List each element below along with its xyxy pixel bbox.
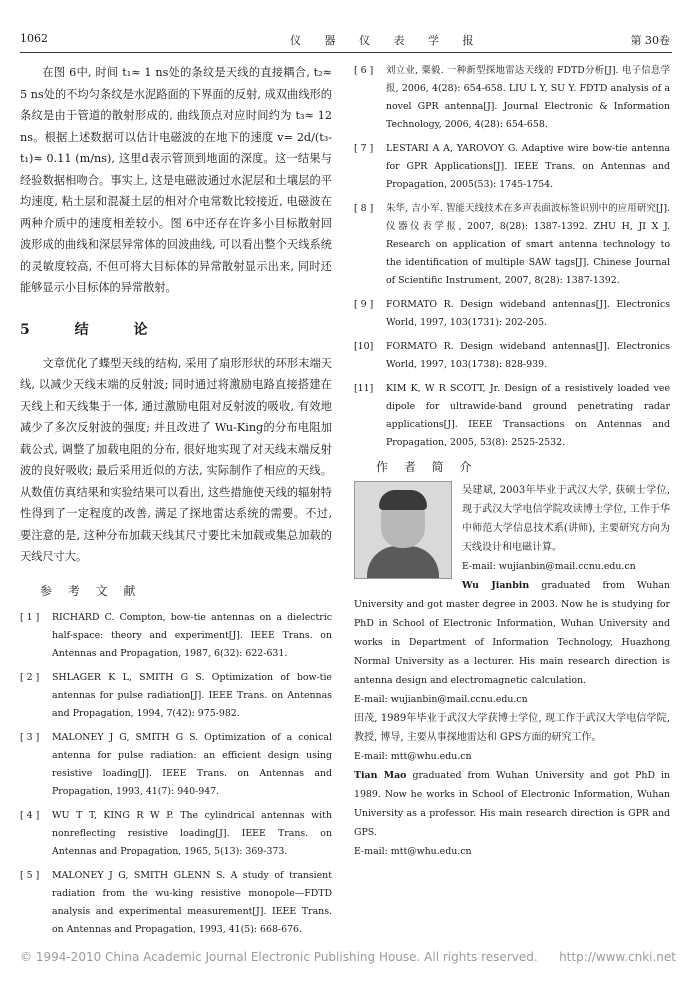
reference-item <box>20 807 332 861</box>
author-2-bio-cn: 田茂, 1989年毕业于武汉大学获博士学位, 现工作于武汉大学电信学院, 教授, 博导, 主要从事探地雷达和 GPS方面的研究工作。 <box>354 713 670 743</box>
reference-item <box>20 609 332 663</box>
author-2-email-en: E-mail: mtt@whu.edu.cn <box>354 846 472 857</box>
reference-text: SHLAGER K L, SMITH G S. Optimization of bow-tie antennas for pulse radiation[J]. IEEE Trans. on Antennas and Propagation, 1994, 7(42): 975-982. <box>52 671 332 719</box>
footer-link[interactable]: http://www.cnki.net <box>559 950 676 964</box>
reference-number: [ 8 ] <box>354 203 374 214</box>
reference-number: [ 5 ] <box>20 869 40 881</box>
reference-item <box>354 140 670 194</box>
page-header <box>20 32 670 48</box>
author-1-bio-en-text: graduated from Wuhan University and got master degree in 2003. Now he is studying for PhD in School of Electronic Information, Wuhan University and works in Department of Information Technology, Huazhong Normal University as a lecturer. His main research direction is antenna design and electromagnetic calculation. <box>354 580 670 686</box>
author-2-email-cn: E-mail: mtt@whu.edu.cn <box>354 751 472 762</box>
reference-item <box>354 200 670 290</box>
author-2-bio-en-text: graduated from Wuhan University and got PhD in 1989. Now he works in School of Electronic Information, Wuhan University as a professor. His main research direction is GPR and GPS. <box>354 770 670 838</box>
reference-number: [10] <box>354 341 374 352</box>
reference-number: [ 7 ] <box>354 143 374 154</box>
reference-item <box>20 867 332 939</box>
reference-text: FORMATO R. Design wideband antennas[J]. Electronics World, 1997, 103(1731): 202-205. <box>386 299 670 328</box>
reference-text: MALONEY J G, SMITH GLENN S. A study of transient radiation from the wu-king resistive monopole—FDTD analysis and experimental measurement[J]. IEEE Trans. on Antennas and Propagation, 1993, 41(5): 668-676. <box>52 869 332 935</box>
reference-item <box>354 296 670 332</box>
reference-text: KIM K, W R SCOTT, Jr. Design of a resistively loaded vee dipole for ultrawide-band ground penetrating radar applications[J]. IEEE Transactions on Antennas and Propagation, 2005, 53(8): 2525-2532. <box>386 383 670 448</box>
reference-item <box>354 62 670 134</box>
photo-body-shape <box>367 546 439 579</box>
reference-number: [ 9 ] <box>354 299 374 310</box>
reference-text: WU T T, KING R W P. The cylindrical antennas with nonreflecting resistive loading[J]. IEEE Trans. on Antennas and Propagation, 1965, 5(13): 369-373. <box>52 809 332 857</box>
left-column <box>20 62 332 945</box>
body-paragraph-1: 在图 6中, 时间 t₁≈ 1 ns处的条纹是天线的直接耦合, t₂≈ 5 ns处的不均匀条纹是水泥路面的下界面的反射, 成双曲线形的条纹是由于管道的散射形成的, 曲线顶点对应时间约为 t₃≈ 12 ns。根据上述数据可以估计电磁波的在地下的速度 v= 2d/(t₃- t₁)≈ 0.11 (m/ns), 这里d表示管顶到地面的深度。这一结果与经验数据相吻合。事实上, 这是电磁波通过水泥层和土壤层的平均速度, 粘土层和混凝土层的相对介电常数比较接近, 电磁波在两种介质中的速度相差较小。图 6中还存在许多小目标散射回波形成的曲线和深层异常体的回波曲线, 可以看出整个天线系统的灵敏度较高, 不但可将大目标体的异常散射显示出来, 同时还能够显示小目标体的异常散射。 <box>20 66 332 294</box>
reference-text: MALONEY J G, SMITH G S. Optimization of a conical antenna for pulse radiation: an efficient design using resistive loading[J]. IEEE Trans. on Antennas and Propagation, 1993, 41(7): 940-947. <box>52 731 332 797</box>
reference-number: [ 2 ] <box>20 671 40 683</box>
photo-hair-shape <box>379 490 427 510</box>
author-photo <box>354 481 452 579</box>
page-number: 1062 <box>20 32 48 45</box>
journal-title: 仪 器 仪 表 学 报 <box>290 34 484 47</box>
author-bio-1 <box>354 481 670 709</box>
author-1-bio-cn: 吴建斌, 2003年毕业于武汉大学, 获硕士学位, 现于武汉大学电信学院攻读博士学位, 工作于华中师范大学信息技术系(讲师), 主要研究方向为天线设计和电磁计算。 <box>462 485 670 553</box>
reference-text: LESTARI A A, YAROVOY G. Adaptive wire bow-tie antenna for GPR Applications[J]. IEEE Trans. on Antennas and Propagation, 2005(53): 1745-1754. <box>386 143 670 190</box>
reference-item <box>20 729 332 801</box>
section-title: 5 结 论 <box>20 321 168 338</box>
reference-item <box>20 669 332 723</box>
reference-text: RICHARD C. Compton, bow-tie antennas on a dielectric half-space: theory and experiment[J]. IEEE Trans. on Antennas and Propagation, 1987, 6(32): 622-631. <box>52 611 332 659</box>
reference-number: [11] <box>354 383 374 394</box>
copyright-footer <box>20 950 676 964</box>
author-bio-title: 作 者 简 介 <box>376 460 478 474</box>
reference-text: FORMATO R. Design wideband antennas[J]. Electronics World, 1997, 103(1738): 828-939. <box>386 341 670 370</box>
author-1-bio-en <box>354 576 670 690</box>
reference-number: [ 4 ] <box>20 809 40 821</box>
author-1-email-cn: E-mail: wujianbin@mail.ccnu.edu.cn <box>462 561 636 572</box>
right-column <box>354 62 670 861</box>
author-1-email-en: E-mail: wujianbin@mail.ccnu.edu.cn <box>354 694 528 705</box>
body-paragraph-2: 文章优化了蝶型天线的结构, 采用了扇形形状的环形末端天线, 以减少天线末端的反射波; 同时通过将激励电路直接搭建在天线上和天线集于一体, 通过激励电阻对反射波的吸收, 有效地减少了多次反射波的强度; 并且改进了 Wu-King的分布电阻加载公式, 调整了加载电阻的分布, 很好地实现了对天线末端反射波的良好吸收; 最后采用近似的方法, 实际制作了相应的天线。从数值仿真结果和实验结果可以看出, 这些措施使天线的辐射特性得到了一定程度的改善, 满足了探地雷达系统的需要。不过, 要注意的是, 这种分布加载天线其尺寸要比未加载或集总加载的天线尺寸大。 <box>20 356 332 563</box>
reference-item <box>354 380 670 452</box>
volume-label: 第 30卷 <box>630 34 670 47</box>
reference-number: [ 3 ] <box>20 731 40 743</box>
header-rule <box>20 52 672 53</box>
reference-text: 刘立业, 粟毅. 一种新型探地雷达天线的 FDTD分析[J]. 电子信息学报, 2006, 4(28): 654-658. LIU L Y, SU Y. FDTD analysis of a novel GPR antenna[J]. Journal Electronic & Information Technology, 2006, 4(28): 654-658. <box>386 65 670 130</box>
author-1-name-en: Wu Jianbin <box>462 580 530 591</box>
reference-number: [ 1 ] <box>20 611 40 623</box>
references-title: 参 考 文 献 <box>40 583 142 598</box>
reference-text: 朱华, 吉小军. 智能天线技术在多声表面波标签识别中的应用研究[J]. 仪器仪表学报, 2007, 8(28): 1387-1392. ZHU H, JI X J. Research on application of smart antenna technology to the identification of multiple SAW tags[J]. Chinese Journal of Scientific Instrument, 2007, 8(28): 1387-1392. <box>386 203 670 286</box>
author-2-name-en: Tian Mao <box>354 770 407 781</box>
author-2-bio-en <box>354 766 670 842</box>
reference-item <box>354 338 670 374</box>
reference-number: [ 6 ] <box>354 65 374 76</box>
copyright-text: © 1994-2010 China Academic Journal Electronic Publishing House. All rights reserved. <box>20 950 538 964</box>
